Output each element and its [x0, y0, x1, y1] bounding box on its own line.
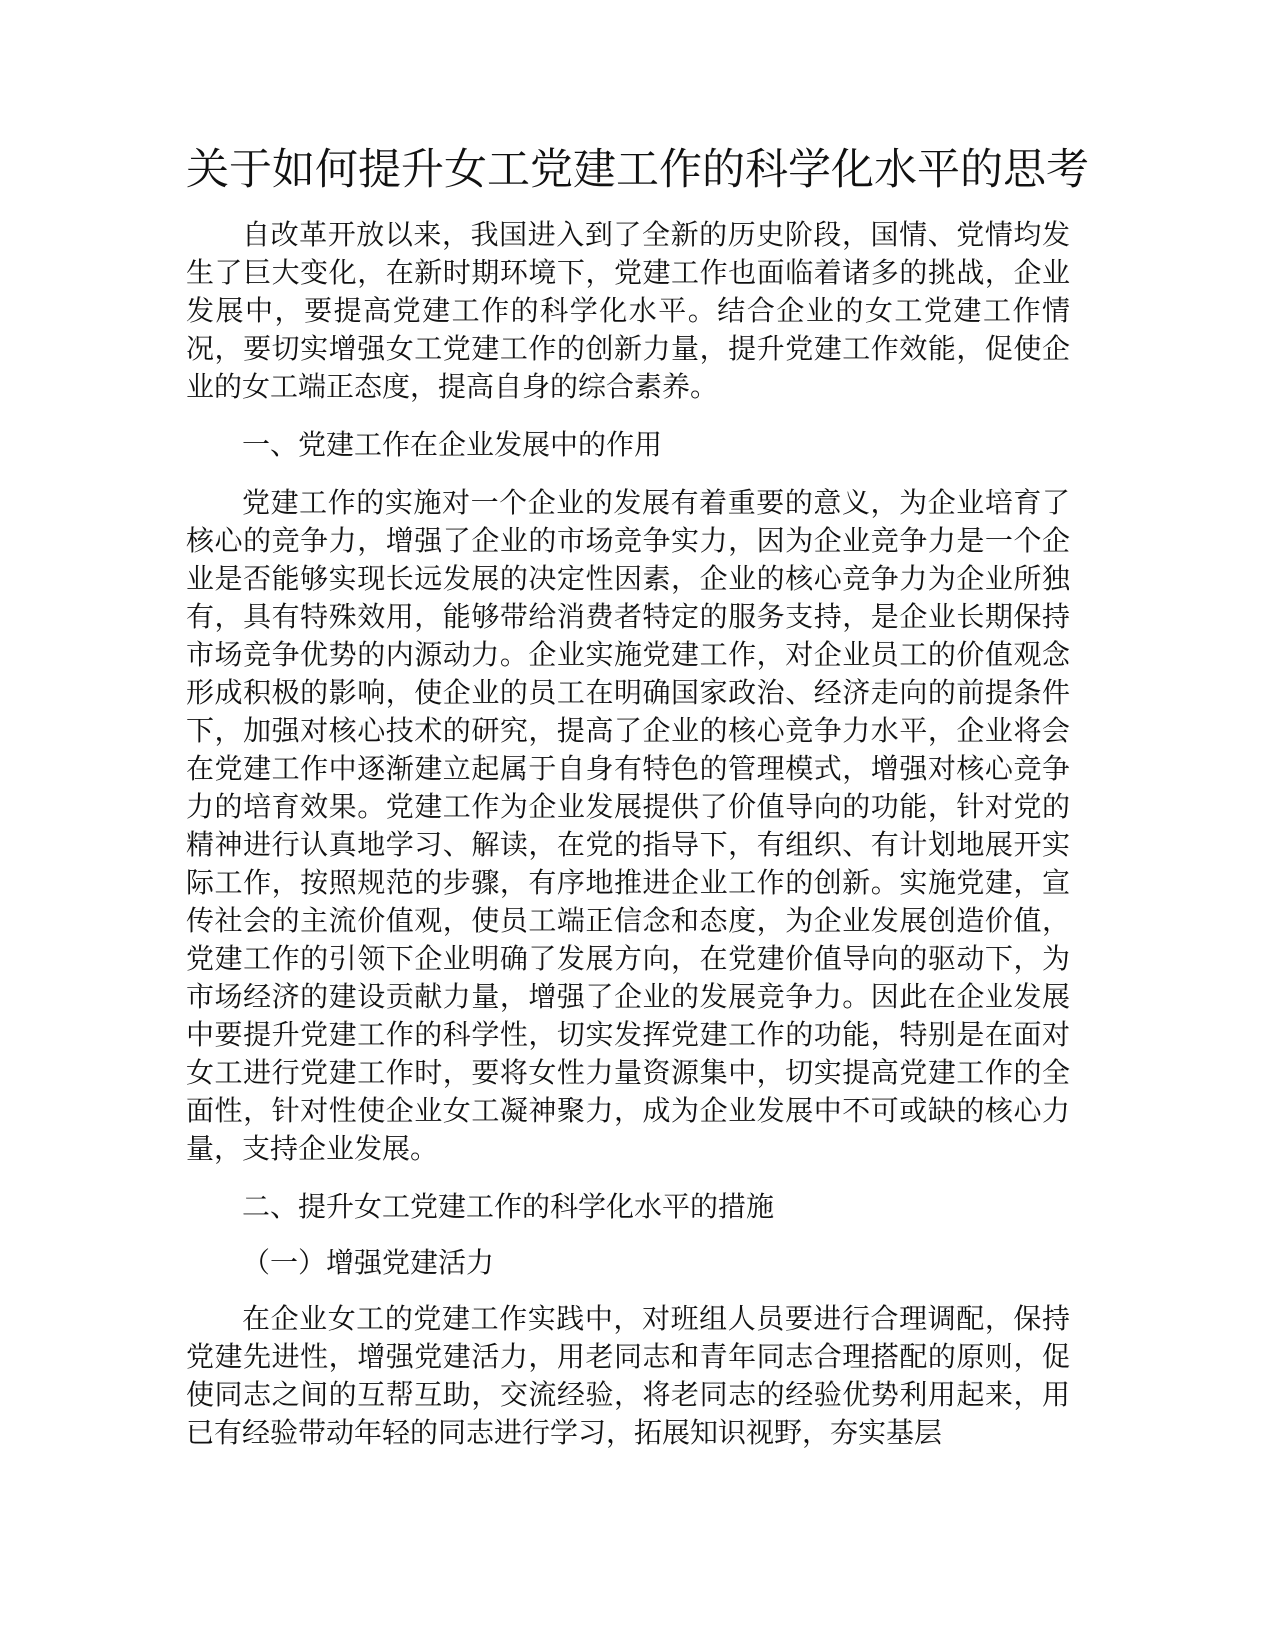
section-1-heading: 一、党建工作在企业发展中的作用 — [242, 428, 663, 461]
document-page — [186, 140, 1089, 1452]
intro-paragraph: 自改革开放以来，我国进入到了全新的历史阶段，国情、党情均发生了巨大变化，在新时期环境下，党建工作也面临着诸多的挑战，企业发展中，要提高党建工作的科学化水平。结合企业的女工党建工作情况，要切实增强女工党建工作的创新力量，提升党建工作效能，促使企业的女工端正态度，提高自身的综合素养。 — [186, 218, 1070, 403]
document-title: 关于如何提升女工党建工作的科学化水平的思考 — [186, 145, 1089, 195]
subsection-1-heading: （一）增强党建活力 — [242, 1246, 495, 1279]
subsection-1-paragraph: 在企业女工的党建工作实践中，对班组人员要进行合理调配，保持党建先进性，增强党建活力，用老同志和青年同志合理搭配的原则，促使同志之间的互帮互助，交流经验，将老同志的经验优势利用起来，用已有经验带动年轻的同志进行学习，拓展知识视野，夯实基层 — [186, 1302, 1070, 1449]
section-1-paragraph: 党建工作的实施对一个企业的发展有着重要的意义，为企业培育了核心的竞争力，增强了企业的市场竞争实力，因为企业竞争力是一个企业是否能够实现长远发展的决定性因素，企业的核心竞争力为企业所独有，具有特殊效用，能够带给消费者特定的服务支持，是企业长期保持市场竞争优势的内源动力。企业实施党建工作，对企业员工的价值观念形成积极的影响，使企业的员工在明确国家政治、经济走向的前提条件下，加强对核心技术的研究，提高了企业的核心竞争力水平，企业将会在党建工作中逐渐建立起属于自身有特色的管理模式，增强对核心竞争力的培育效果。党建工作为企业发展提供了价值导向的功能，针对党的精神进行认真地学习、解读，在党的指导下，有组织、有计划地展开实际工作，按照规范的步骤，有序地推进企业工作的创新。实施党建，宣传社会的主流价值观，使员工端正信念和态度，为企业发展创造价值，党建工作的引领下企业明确了发展方向，在党建价值导向的驱动下，为市场经济的建设贡献力量，增强了企业的发展竞争力。因此在企业发展中要提升党建工作的科学性，切实发挥党建工作的功能，特别是在面对女工进行党建工作时，要将女性力量资源集中，切实提高党建工作的全面性，针对性使企业女工凝神聚力，成为企业发展中不可或缺的核心力量，支持企业发展。 — [186, 486, 1070, 1165]
section-2-heading: 二、提升女工党建工作的科学化水平的措施 — [242, 1190, 775, 1223]
